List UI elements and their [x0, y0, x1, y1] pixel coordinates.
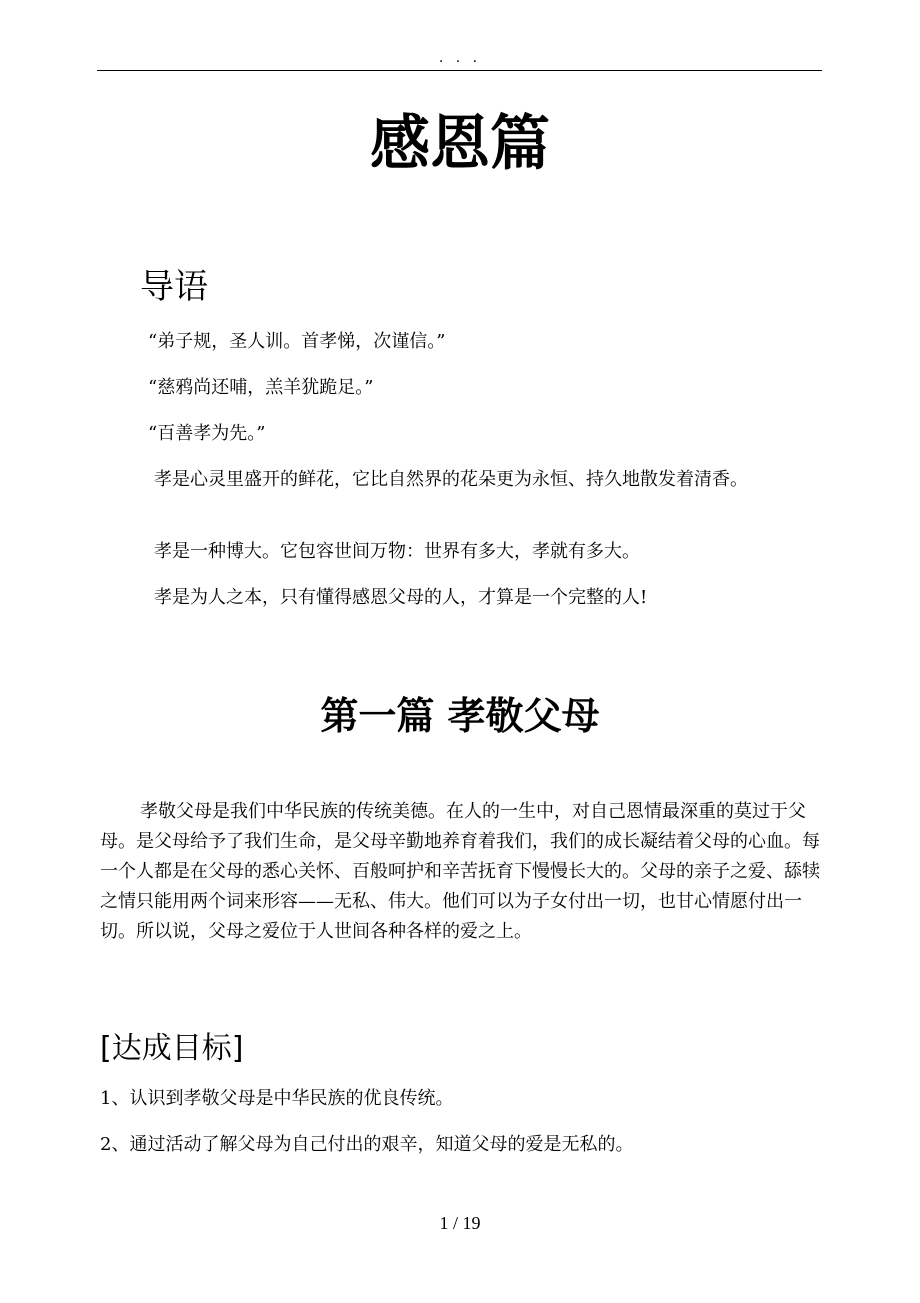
quote-line: “百善孝为先。”: [148, 423, 266, 444]
intro-paragraph: 孝是一种博大。它包容世间万物：世界有多大，孝就有多大。: [154, 541, 640, 562]
intro-heading: 导语: [140, 267, 208, 307]
intro-paragraph: 孝是心灵里盛开的鲜花，它比自然界的花朵更为永恒、持久地散发着清香。: [154, 469, 748, 490]
goal-item: 1、认识到孝敬父母是中华民族的优良传统。: [100, 1088, 454, 1109]
quote-line: “弟子规，圣人训。首孝悌，次谨信。”: [148, 331, 446, 352]
header-rule: [97, 70, 822, 71]
goal-item: 2、通过活动了解父母为自己付出的艰辛，知道父母的爱是无私的。: [100, 1134, 634, 1155]
header-dots: . . .: [438, 50, 482, 66]
goals-heading: [达成目标]: [100, 1031, 244, 1066]
intro-paragraph: 孝是为人之本，只有懂得感恩父母的人，才算是一个完整的人!: [154, 587, 648, 608]
quote-line: “慈鸦尚还哺，羔羊犹跪足。”: [148, 377, 374, 398]
document-title: 感恩篇: [370, 109, 550, 179]
chapter-body: 孝敬父母是我们中华民族的传统美德。在人的一生中，对自己恩情最深重的莫过于父母。是父母给予了我们生命，是父母辛勤地养育着我们，我们的成长凝结着父母的心血。每一个人都是在父母的悉心关怀、百般呵护和辛苦抚育下慢慢长大的。父母的亲子之爱、舔犊之情只能用两个词来形容——无私、伟大。他们可以为子女付出一切，也甘心情愿付出一切。所以说，父母之爱位于人世间各种各样的爱之上。: [100, 801, 820, 942]
chapter-title: 第一篇 孝敬父母: [320, 694, 600, 738]
page-number: 1 / 19: [439, 1213, 481, 1233]
